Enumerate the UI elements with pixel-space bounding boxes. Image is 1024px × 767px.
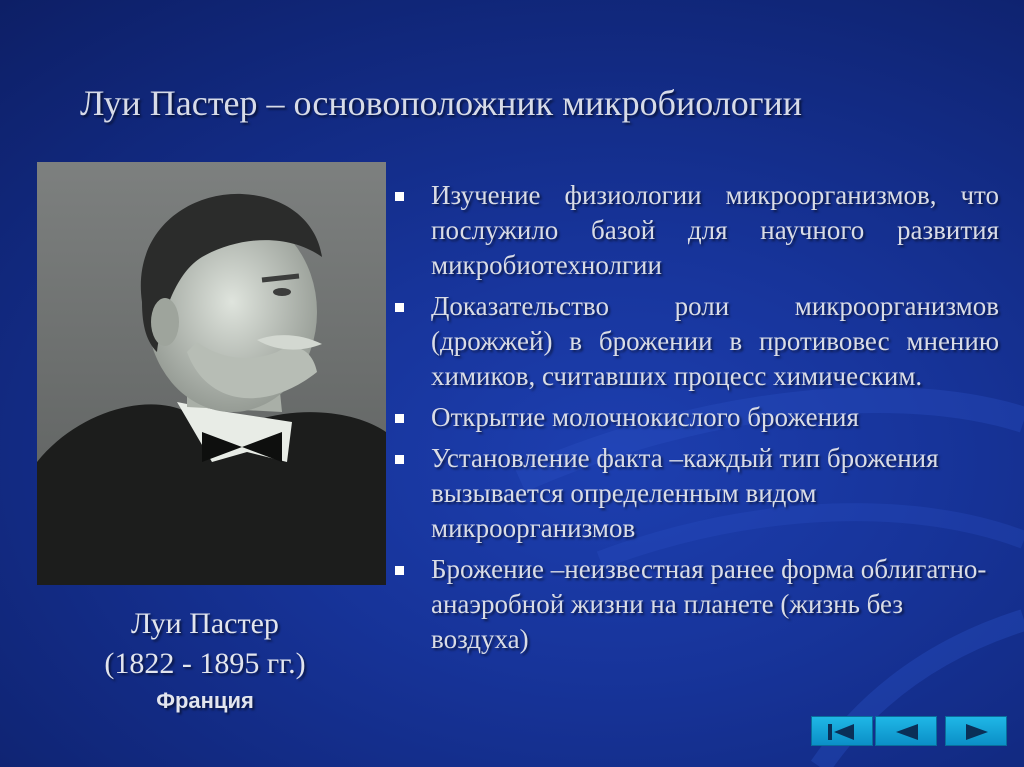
bullet-text: Изучение физиологии микроорганизмов, что послужило базой для научного развития микробиотехнолгии	[431, 180, 999, 280]
portrait-caption-name: Луи Пастер	[131, 607, 279, 640]
first-slide-icon	[812, 717, 874, 747]
portrait-icon	[37, 162, 386, 585]
portrait-caption-years: (1822 - 1895 гг.)	[104, 647, 306, 680]
bullet-text: Открытие молочнокислого брожения	[431, 402, 859, 432]
bullet-square-icon	[395, 192, 404, 201]
first-slide-button[interactable]	[811, 716, 873, 746]
bullet-text: Установление факта –каждый тип брожения вызывается определенным видом микроорганизмов	[431, 443, 939, 543]
next-slide-button[interactable]	[945, 716, 1007, 746]
bullet-item	[393, 552, 999, 657]
slide-title: Луи Пастер – основоположник микробиологии	[80, 83, 803, 123]
next-slide-icon	[946, 717, 1008, 747]
bullet-item	[393, 289, 999, 394]
bullet-square-icon	[395, 566, 404, 575]
previous-slide-icon	[876, 717, 938, 747]
bullet-square-icon	[395, 455, 404, 464]
bullet-square-icon	[395, 414, 404, 423]
previous-slide-button[interactable]	[875, 716, 937, 746]
bullet-square-icon	[395, 303, 404, 312]
bullet-list	[393, 178, 999, 663]
portrait-caption-country: Франция	[156, 688, 254, 713]
bullet-text: Брожение –неизвестная ранее форма облигатно-анаэробной жизни на планете (жизнь без воздуха)	[431, 554, 987, 654]
bullet-item	[393, 400, 999, 435]
portrait-photo	[37, 162, 386, 585]
bullet-item	[393, 441, 999, 546]
bullet-item	[393, 178, 999, 283]
bullet-text: Доказательство роли микроорганизмов (дрожжей) в брожении в противовес мнению химиков, считавших процесс химическим.	[431, 291, 999, 391]
